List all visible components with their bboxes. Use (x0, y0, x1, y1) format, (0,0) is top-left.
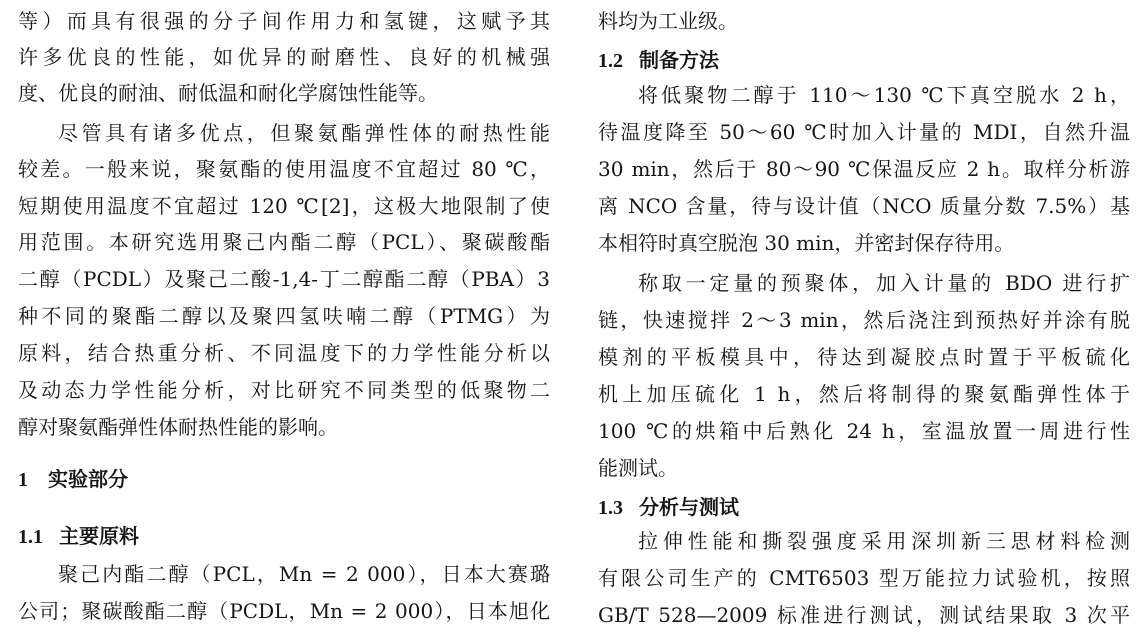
subsection-title: 分析与测试 (639, 495, 739, 519)
text-line: 拉伸性能和撕裂强度采用深圳新三思材料检测 (638, 529, 1130, 553)
text-line: 等）而具有很强的分子间作用力和氢键，这赋予其 (18, 9, 550, 33)
text-line: 许多优良的性能，如优异的耐磨性、良好的机械强 (18, 45, 550, 69)
text-line: 原料，结合热重分析、不同温度下的力学性能分析以 (18, 341, 550, 365)
text-line: 用范围。本研究选用聚己内酯二醇（PCL）、聚碳酸酯 (18, 230, 550, 254)
text-line: 料均为工业级。 (598, 9, 738, 33)
text-line: 种不同的聚酯二醇以及聚四氢呋喃二醇（PTMG）为 (18, 304, 550, 328)
text-line: 有限公司生产的 CMT6503 型万能拉力试验机，按照 (598, 566, 1130, 590)
text-line: 本相符时真空脱泡 30 min，并密封保存待用。 (598, 231, 1015, 255)
text-line: 短期使用温度不宜超过 120 ℃[2]，这极大地限制了使 (18, 194, 550, 218)
subsection-heading (598, 45, 719, 75)
subsection-title: 主要原料 (59, 524, 139, 548)
subsection-heading (18, 521, 139, 551)
text-line: 离 NCO 含量，待与设计值（NCO 质量分数 7.5%）基 (598, 194, 1130, 218)
section-heading (18, 464, 128, 494)
subsection-heading (598, 492, 739, 522)
text-line: 度、优良的耐油、耐低温和耐化学腐蚀性能等。 (18, 81, 438, 105)
text-line: 待温度降至 50～60 ℃时加入计量的 MDI，自然升温 (598, 120, 1130, 144)
section-title: 实验部分 (48, 467, 128, 491)
subsection-number: 1.2 (598, 50, 623, 72)
text-line: 100 ℃的烘箱中后熟化 24 h，室温放置一周进行性 (598, 419, 1130, 443)
text-line: 较差。一般来说，聚氨酯的使用温度不宜超过 80 ℃， (18, 157, 550, 181)
text-line: 称取一定量的预聚体，加入计量的 BDO 进行扩 (638, 271, 1130, 295)
text-line: 将低聚物二醇于 110～130 ℃下真空脱水 2 h， (638, 83, 1130, 107)
subsection-number: 1.3 (598, 497, 623, 519)
text-line: 醇对聚氨酯弹性体耐热性能的影响。 (18, 415, 338, 439)
text-line: 公司；聚碳酸酯二醇（PCDL，Mn = 2 000），日本旭化 (18, 599, 550, 623)
text-line: 机上加压硫化 1 h，然后将制得的聚氨酯弹性体于 (598, 382, 1130, 406)
text-line: 及动态力学性能分析，对比研究不同类型的低聚物二 (18, 378, 550, 402)
text-line: 30 min，然后于 80～90 ℃保温反应 2 h。取样分析游 (598, 157, 1130, 181)
text-line: 二醇（PCDL）及聚己二酸-1,4-丁二醇酯二醇（PBA）3 (18, 267, 550, 291)
text-line: 模剂的平板模具中，待达到凝胶点时置于平板硫化 (598, 345, 1130, 369)
subsection-title: 制备方法 (639, 48, 719, 72)
text-line: GB/T 528—2009 标准进行测试，测试结果取 3 次平 (598, 603, 1130, 627)
text-line: 能测试。 (598, 456, 678, 480)
subsection-number: 1.1 (18, 526, 43, 548)
text-line: 聚己内酯二醇（PCL，Mn = 2 000），日本大赛璐 (58, 562, 550, 586)
text-line: 链，快速搅拌 2～3 min，然后浇注到预热好并涂有脱 (598, 308, 1130, 332)
text-line: 尽管具有诸多优点，但聚氨酯弹性体的耐热性能 (58, 121, 550, 145)
section-number: 1 (18, 469, 28, 491)
